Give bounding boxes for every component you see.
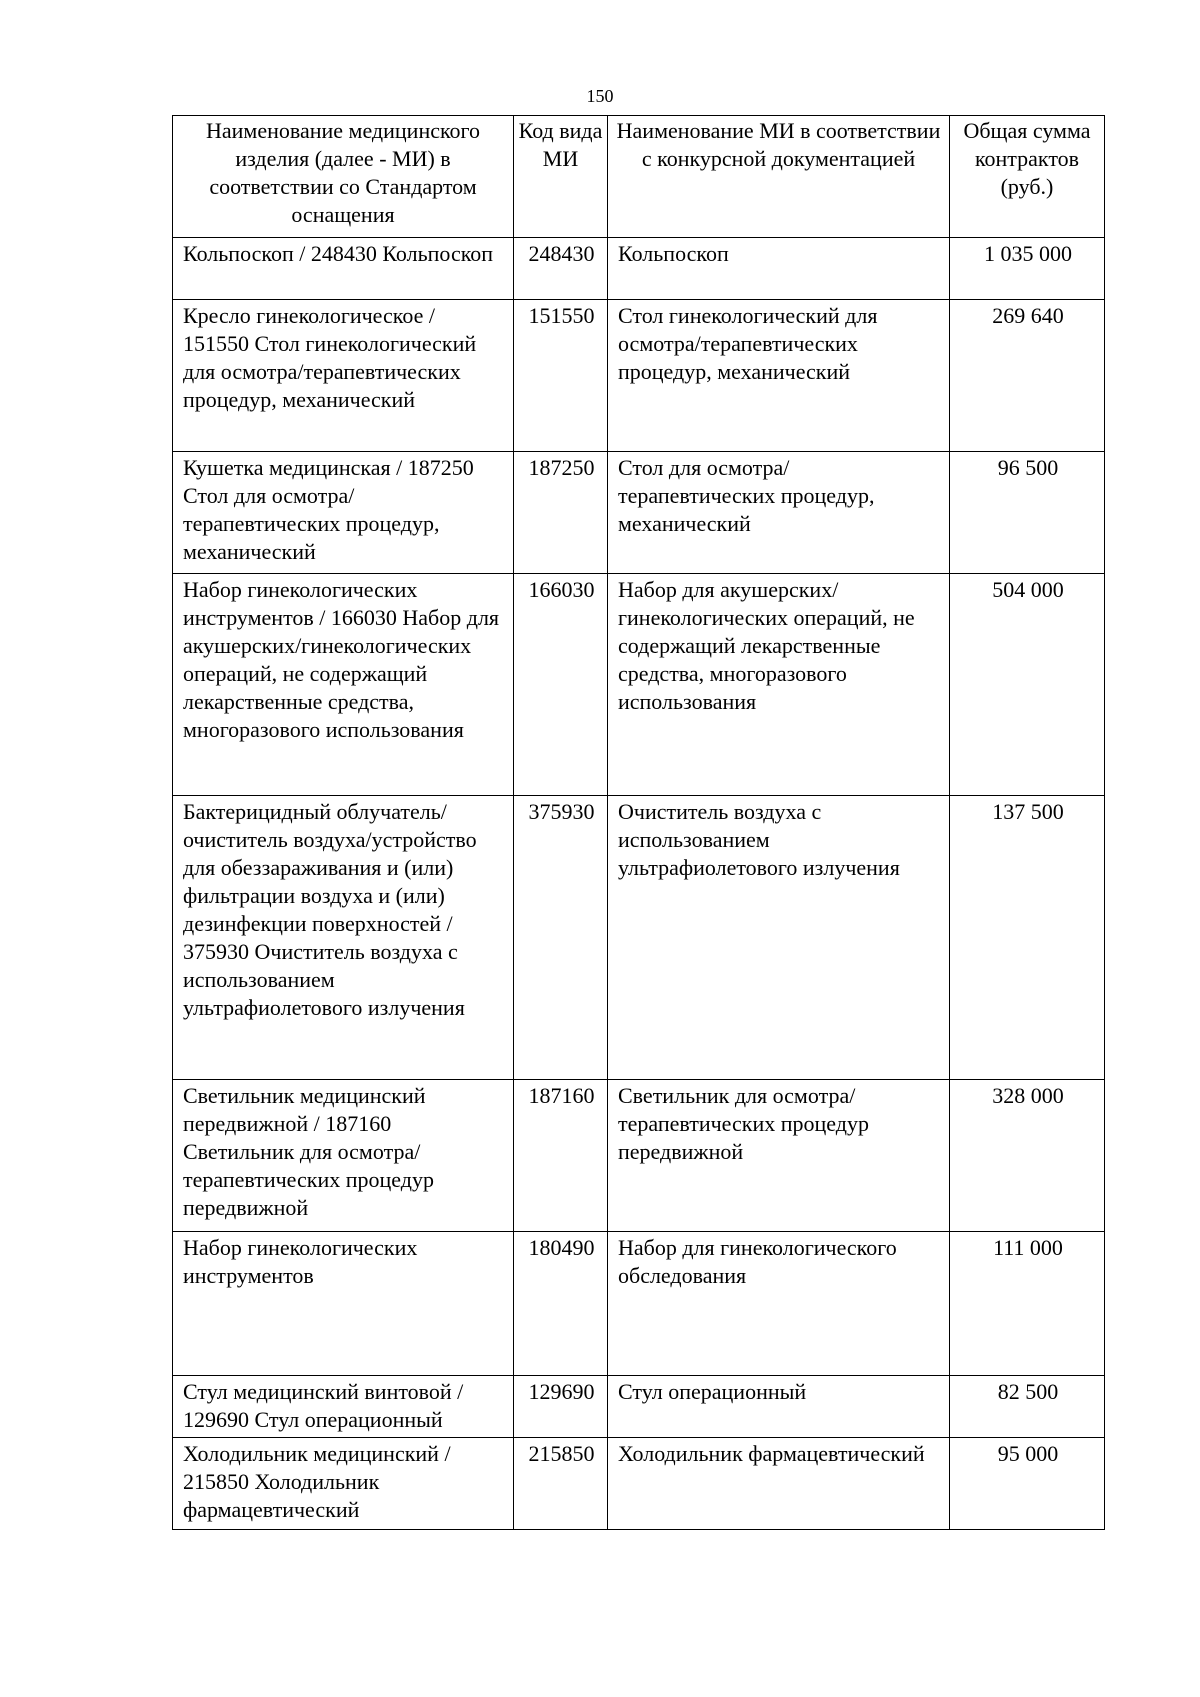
table-row (173, 796, 1105, 1080)
row-device-code: 375930 (514, 796, 608, 1080)
table-row (173, 300, 1105, 452)
row-device-code: 129690 (514, 1376, 608, 1438)
row-contract-sum: 269 640 (950, 300, 1105, 452)
row-tender-name: Стол гинекологический для осмотра/терапевтических процедур, механический (608, 300, 950, 452)
table-row (173, 1376, 1105, 1438)
table-row (173, 1438, 1105, 1530)
row-device-code: 166030 (514, 574, 608, 796)
header-tender-name: Наименование МИ в соответствии с конкурсной документацией (608, 116, 950, 238)
row-contract-sum: 96 500 (950, 452, 1105, 574)
row-contract-sum: 82 500 (950, 1376, 1105, 1438)
table-row (173, 238, 1105, 300)
row-tender-name: Набор для акушерских/гинекологических операций, не содержащий лекарственные средства, многоразового использования (608, 574, 950, 796)
table-row (173, 452, 1105, 574)
header-device-code: Код вида МИ (514, 116, 608, 238)
row-device-name: Кресло гинекологическое / 151550 Стол гинекологический для осмотра/терапевтических процедур, механический (173, 300, 514, 452)
table-header-row (173, 116, 1105, 238)
row-device-name: Набор гинекологических инструментов / 166030 Набор для акушерских/гинекологических операций, не содержащий лекарственные средства, многоразового использования (173, 574, 514, 796)
row-device-name: Холодильник медицинский / 215850 Холодильник фармацевтический (173, 1438, 514, 1530)
row-device-code: 187250 (514, 452, 608, 574)
table-row (173, 1080, 1105, 1232)
header-contract-sum: Общая сумма контрактов (руб.) (950, 116, 1105, 238)
row-device-name: Набор гинекологических инструментов (173, 1232, 514, 1376)
row-contract-sum: 137 500 (950, 796, 1105, 1080)
table-row (173, 1232, 1105, 1376)
row-tender-name: Очиститель воздуха с использованием ультрафиолетового излучения (608, 796, 950, 1080)
row-device-name: Кольпоскоп / 248430 Кольпоскоп (173, 238, 514, 300)
row-tender-name: Стул операционный (608, 1376, 950, 1438)
medical-devices-table (172, 115, 1105, 1530)
row-device-name: Стул медицинский винтовой / 129690 Стул операционный (173, 1376, 514, 1438)
row-contract-sum: 1 035 000 (950, 238, 1105, 300)
row-device-code: 187160 (514, 1080, 608, 1232)
row-contract-sum: 95 000 (950, 1438, 1105, 1530)
row-device-name: Светильник медицинский передвижной / 187160 Светильник для осмотра/терапевтических процедур передвижной (173, 1080, 514, 1232)
row-contract-sum: 504 000 (950, 574, 1105, 796)
row-tender-name: Стол для осмотра/терапевтических процедур, механический (608, 452, 950, 574)
table-row (173, 574, 1105, 796)
row-tender-name: Светильник для осмотра/терапевтических процедур передвижной (608, 1080, 950, 1232)
row-device-code: 248430 (514, 238, 608, 300)
row-device-code: 151550 (514, 300, 608, 452)
row-device-name: Кушетка медицинская / 187250 Стол для осмотра/терапевтических процедур, механический (173, 452, 514, 574)
row-tender-name: Холодильник фармацевтический (608, 1438, 950, 1530)
row-contract-sum: 111 000 (950, 1232, 1105, 1376)
header-device-name: Наименование медицинского изделия (далее - МИ) в соответствии со Стандартом оснащения (173, 116, 514, 238)
page-number: 150 (586, 86, 614, 106)
row-device-code: 215850 (514, 1438, 608, 1530)
row-tender-name: Кольпоскоп (608, 238, 950, 300)
row-device-name: Бактерицидный облучатель/очиститель воздуха/устройство для обеззараживания и (или) фильтрации воздуха и (или) дезинфекции поверхностей / 375930 Очиститель воздуха с использованием ультрафиолетового излучения (173, 796, 514, 1080)
row-contract-sum: 328 000 (950, 1080, 1105, 1232)
row-device-code: 180490 (514, 1232, 608, 1376)
row-tender-name: Набор для гинекологического обследования (608, 1232, 950, 1376)
